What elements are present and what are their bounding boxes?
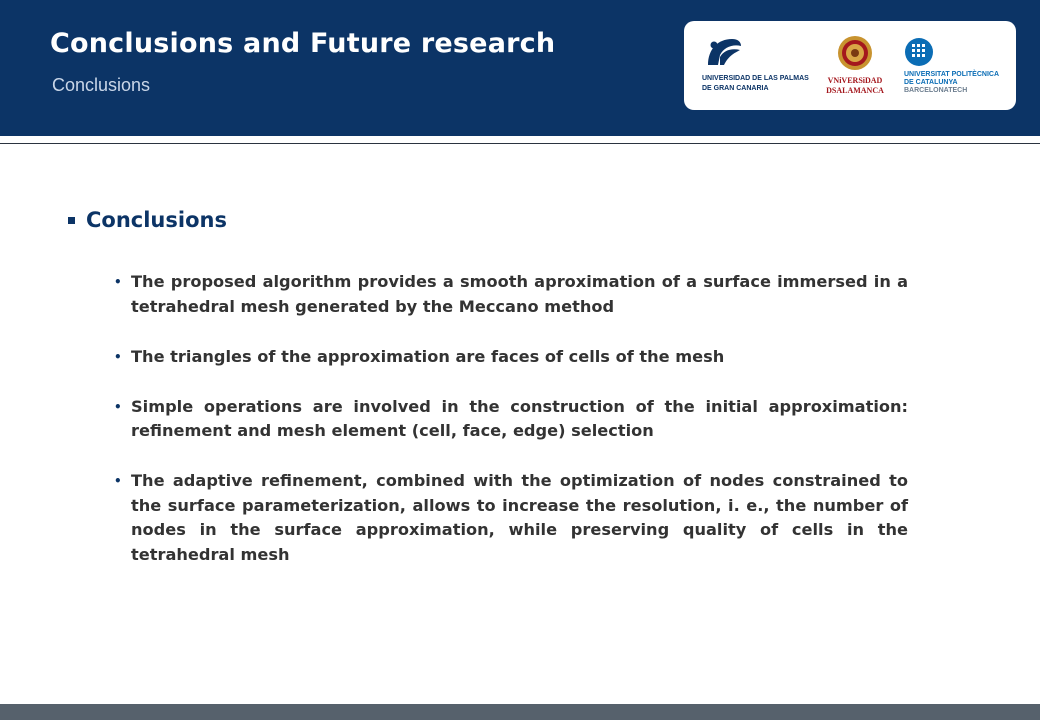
list-item — [113, 270, 908, 319]
footer-bar — [0, 704, 1040, 720]
ulpgc-logo — [702, 35, 822, 93]
conclusions-list — [113, 270, 908, 593]
section-title: Conclusions — [86, 208, 227, 232]
bullet-dot-icon: • — [114, 349, 122, 364]
upc-name-line2: DE CATALUNYA — [904, 79, 958, 86]
header-bar — [0, 0, 1040, 136]
slide-title: Conclusions and Future research — [50, 28, 556, 59]
header-divider — [0, 143, 1040, 144]
upc-name-line1: UNIVERSITAT POLITÈCNICA — [904, 71, 1000, 78]
usal-logo — [822, 35, 888, 95]
ulpgc-emblem-icon — [702, 35, 742, 69]
usal-name-line1: VNiVERSiDAD — [827, 76, 883, 85]
list-item-text: The proposed algorithm provides a smooth aproximation of a surface immersed in a tetrahedral mesh generated by the Meccano method — [131, 272, 908, 316]
list-item-text: The adaptive refinement, combined with the optimization of nodes constrained to the surface parameterization, allows to increase the resolution, i. e., the number of nodes in the surface approximation, while preserving quality of cells in the tetrahedral mesh — [131, 471, 908, 564]
upc-name-line3: BARCELONATECH — [904, 87, 968, 94]
list-item — [113, 469, 908, 567]
upc-logo — [904, 37, 1012, 95]
list-item — [113, 345, 908, 370]
logos-panel — [684, 21, 1016, 110]
section-heading — [68, 208, 227, 232]
upc-emblem-icon — [904, 37, 934, 67]
bullet-dot-icon: • — [114, 275, 122, 289]
usal-name-line2: DSALAMANCA — [826, 86, 884, 95]
ulpgc-name-line2: DE GRAN CANARIA — [702, 85, 769, 92]
bullet-dot-icon: • — [114, 399, 122, 414]
usal-seal-icon — [837, 35, 873, 71]
slide-subtitle: Conclusions — [52, 75, 151, 95]
list-item-text: Simple operations are involved in the construction of the initial approximation: refinement and mesh element (cell, face, edge) selection — [131, 396, 908, 440]
list-item — [113, 395, 908, 444]
ulpgc-name-line1: UNIVERSIDAD DE LAS PALMAS — [702, 75, 809, 82]
list-item-text: The triangles of the approximation are faces of cells of the mesh — [131, 346, 725, 366]
square-bullet-icon — [68, 217, 75, 224]
bullet-dot-icon: • — [114, 474, 122, 488]
